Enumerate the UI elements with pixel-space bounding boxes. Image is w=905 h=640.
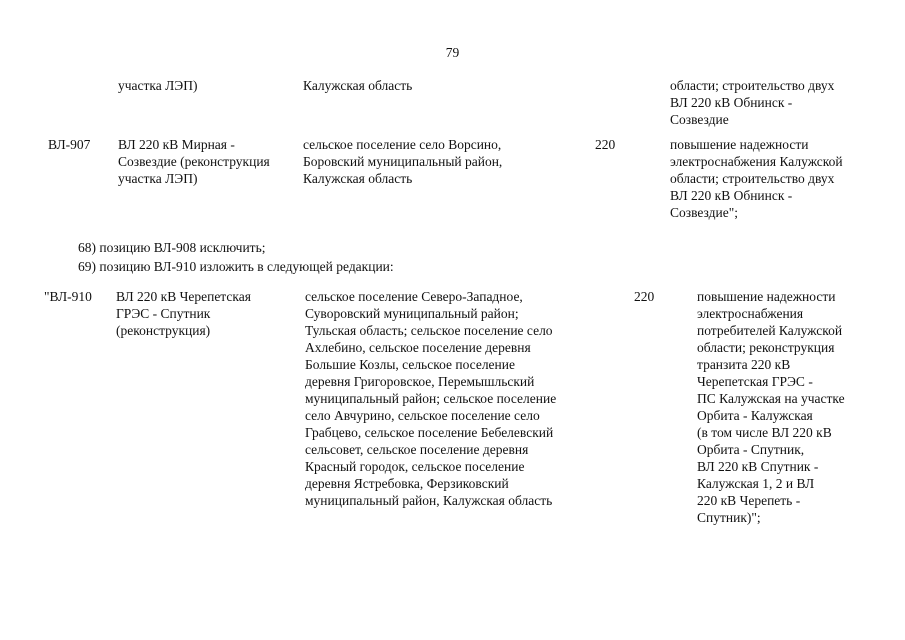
line-code: "ВЛ-910: [44, 289, 92, 304]
line-location: сельское поселение село Ворсино, Боровский муниципальный район, Калужская область: [303, 137, 503, 186]
line-name: ВЛ 220 кВ Черепетская ГРЭС - Спутник (реконструкция): [116, 289, 251, 338]
instruction-paragraph: 69) позицию ВЛ-910 изложить в следующей редакции:: [78, 259, 394, 274]
line-name: участка ЛЭП): [118, 78, 198, 93]
page-number: 79: [445, 45, 460, 60]
line-purpose: повышение надежности электроснабжения потребителей Калужской области; реконструкция транзита 220 кВ Черепетская ГРЭС - ПС Калужская на участке Орбита - Калужская (в том числе ВЛ 220 кВ Орбита - Спутник, ВЛ 220 кВ Спутник - Калужская 1, 2 и ВЛ 220 кВ Черепеть - Спутник)";: [697, 289, 845, 525]
line-purpose: повышение надежности электроснабжения Калужской области; строительство двух ВЛ 220 кВ Обнинск - Созвездие";: [670, 137, 843, 220]
line-location: Калужская область: [303, 78, 413, 93]
line-location: сельское поселение Северо-Западное, Суворовский муниципальный район; Тульская область; сельское поселение село Ахлебино, сельское поселение деревня Большие Козлы, сельское поселение деревня Григоровское, Перемышльский муниципальный район; сельское поселение село Авчурино, сельское поселение село Грабцево, сельское поселение Бебелевский сельсовет, сельское поселение деревня Красный городок, сельское поселение деревня Ястребовка, Ферзиковский муниципальный район, Калужская область: [305, 289, 557, 508]
line-voltage: 220: [595, 137, 616, 152]
line-voltage: 220: [634, 289, 655, 304]
line-name: ВЛ 220 кВ Мирная - Созвездие (реконструкция участка ЛЭП): [118, 137, 270, 186]
line-code: ВЛ-907: [48, 137, 91, 152]
line-purpose: области; строительство двух ВЛ 220 кВ Обнинск - Созвездие: [670, 78, 835, 127]
instruction-paragraph: 68) позицию ВЛ-908 исключить;: [78, 240, 266, 255]
